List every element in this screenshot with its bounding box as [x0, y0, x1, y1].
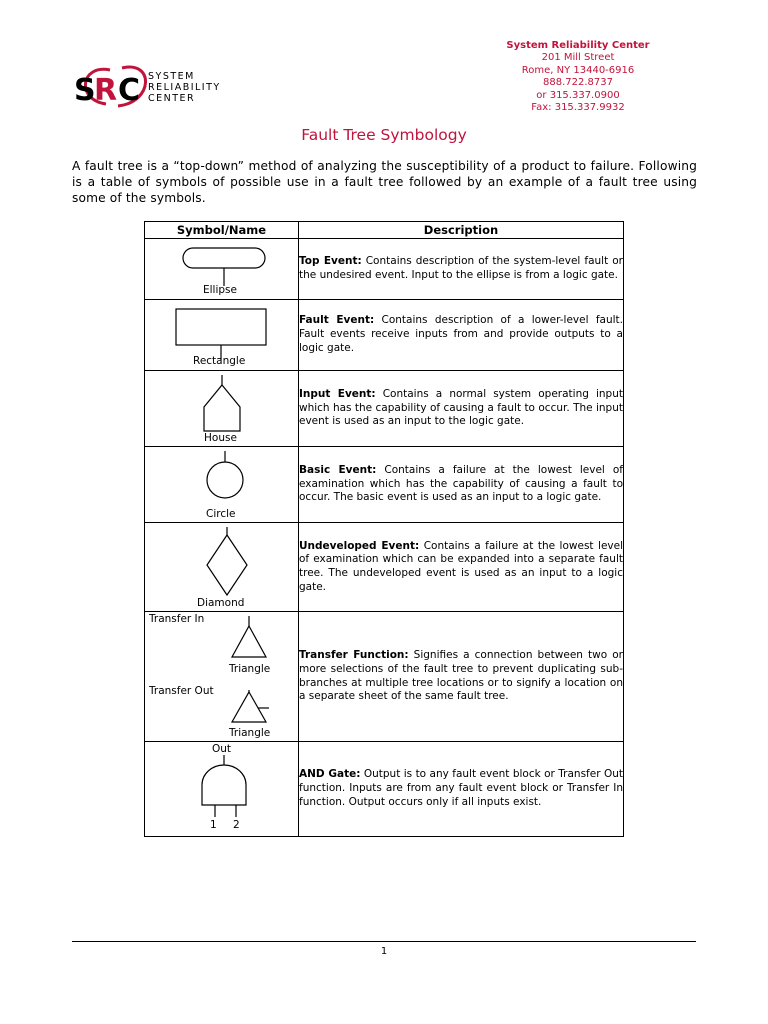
description-cell: [299, 300, 624, 371]
intro-paragraph: A fault tree is a “top-down” method of analyzing the susceptibility of a product to failure. Following is a table of symbols of possible use in a fault tree followed by an example of a fault tree using some of the symbols.: [72, 159, 697, 205]
description-cell: [299, 447, 624, 523]
table-row: [145, 300, 624, 371]
description-text: Contains description of the system-level fault or the undesired event. Input to the ellipse is from a logic gate.: [299, 255, 623, 281]
triangle-icon: [145, 612, 298, 742]
description-text: Contains a failure at the lowest level of examination which can be expanded into a separate fault tree. The undeveloped event is used as an input to a logic gate.: [299, 539, 623, 593]
description-cell: [299, 239, 624, 300]
description-cell: [299, 742, 624, 837]
symbol-name: House: [204, 432, 237, 444]
col-description-header: Description: [299, 222, 624, 239]
col-symbol-header: Symbol/Name: [145, 222, 299, 239]
phone-local: or 315.337.0900: [536, 89, 620, 101]
gate-input-label: 2: [233, 819, 240, 831]
description-cell: [299, 371, 624, 447]
term: Undeveloped Event:: [299, 539, 420, 552]
footer-divider: [72, 941, 696, 942]
table-row: [145, 612, 624, 742]
symbol-name: Triangle: [229, 727, 271, 739]
logo-word: CENTER: [148, 93, 196, 104]
description-text: Contains a normal system operating input which has the capability of causing a fault to occur. The input event is used as an input to the logic gate.: [299, 387, 623, 428]
symbol-name: Circle: [206, 508, 236, 520]
logo-wordmark: [148, 71, 221, 104]
gate-output-label: Out: [212, 743, 232, 755]
term: Fault Event:: [299, 314, 375, 327]
term: Basic Event:: [299, 463, 377, 476]
table-row: [145, 239, 624, 300]
logo-word: SYSTEM: [148, 71, 195, 82]
description-text: Contains a failure at the lowest level of examination which has the capability of causing a fault to occur. The basic event is used as an input to a logic gate.: [299, 463, 623, 504]
org-name: System Reliability Center: [506, 40, 650, 51]
transfer-in-label: Transfer In: [149, 613, 205, 625]
symbol-table: [144, 221, 624, 837]
term: Top Event:: [299, 255, 362, 268]
symbol-name: Diamond: [197, 597, 245, 609]
symbol-cell: [145, 447, 299, 523]
term: Transfer Function:: [299, 649, 409, 662]
symbol-cell: [145, 239, 299, 300]
symbol-name: Triangle: [229, 663, 271, 675]
street: 201 Mill Street: [541, 52, 615, 64]
description-cell: [299, 523, 624, 612]
table-header-row: [145, 222, 624, 239]
symbol-name: Rectangle: [193, 355, 246, 367]
city: Rome, NY 13440-6916: [521, 64, 635, 76]
and-gate-icon: [145, 742, 298, 837]
table-row: [145, 447, 624, 523]
page-number: 1: [380, 946, 388, 957]
transfer-out-label: Transfer Out: [149, 685, 214, 697]
svg-text:S: S: [74, 73, 95, 108]
symbol-cell: [145, 523, 299, 612]
description-text: Contains description of a lower-level fault. Fault events receive inputs from and provide outputs to a logic gate.: [299, 314, 623, 354]
symbol-cell: [145, 371, 299, 447]
svg-text:C: C: [118, 73, 141, 108]
description-text: Signifies a connection between two or more selections of the fault tree to prevent duplicating sub-branches at multiple tree locations or to signify a location on a separate sheet of the same fault tree.: [299, 649, 623, 703]
address-block: [468, 40, 688, 114]
table-row: [145, 742, 624, 837]
fax: Fax: 315.337.9932: [531, 102, 625, 114]
symbol-cell: [145, 742, 299, 837]
page-title: Fault Tree Symbology: [301, 126, 467, 144]
symbol-name: Ellipse: [203, 284, 237, 296]
symbol-cell: [145, 300, 299, 371]
term: AND Gate:: [299, 768, 361, 781]
logo-word: RELIABILITY: [148, 82, 221, 93]
table-row: [145, 523, 624, 612]
description-text: Output is to any fault event block or Transfer Out function. Inputs are from any fault event block or Transfer In function. Output occurs only if all inputs exist.: [299, 768, 623, 808]
symbol-cell: [145, 612, 299, 742]
term: Input Event:: [299, 387, 376, 400]
description-cell: [299, 612, 624, 742]
svg-text:R: R: [94, 73, 117, 108]
gate-input-label: 1: [210, 819, 217, 831]
phone-tollfree: 888.722.8737: [543, 77, 613, 89]
table-row: [145, 371, 624, 447]
